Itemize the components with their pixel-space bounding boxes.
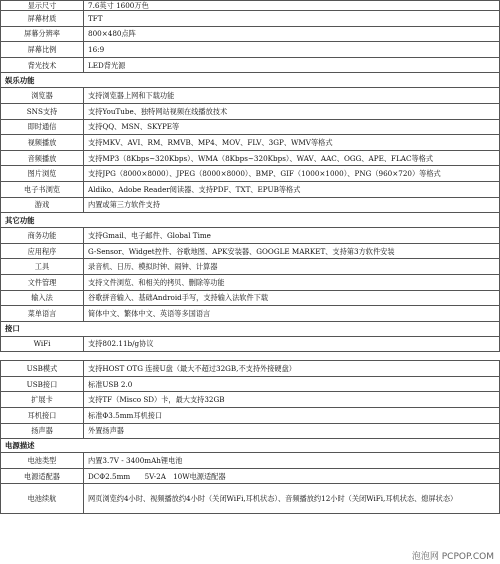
spec-row <box>1 336 500 352</box>
spec-row <box>1 468 500 484</box>
spec-label: 菜单语言 <box>1 306 84 322</box>
spec-value: 标准Φ3.5mm耳机接口 <box>84 408 500 424</box>
spec-row <box>1 423 500 439</box>
spec-row <box>1 408 500 424</box>
spec-value: 支持TF（Misco SD）卡，最大支持32GB <box>84 392 500 408</box>
spec-row <box>1 484 500 514</box>
spec-label: 扬声器 <box>1 423 84 439</box>
spec-value: 支持YouTube、独特网站视频在线播放技术 <box>84 103 500 119</box>
spec-row <box>1 274 500 290</box>
spec-label: 应用程序 <box>1 243 84 259</box>
spec-label: USB模式 <box>1 361 84 377</box>
spec-value: Aldiko、Adobe Reader阅读器、支持PDF、TXT、EPUB等格式 <box>84 181 500 197</box>
spec-row <box>1 453 500 469</box>
section-header <box>1 213 500 228</box>
spec-row <box>1 361 500 377</box>
spec-row <box>1 150 500 166</box>
spec-value: DCΦ2.5mm 5V-2A 10W电源适配器 <box>84 468 500 484</box>
section-title: 接口 <box>1 321 500 336</box>
spec-row <box>1 26 500 42</box>
section-title: 娱乐功能 <box>1 73 500 88</box>
spec-label: 商务功能 <box>1 228 84 244</box>
spec-label: 电源适配器 <box>1 468 84 484</box>
section-title: 电源描述 <box>1 439 500 453</box>
spec-label: 工具 <box>1 259 84 275</box>
section-title: 其它功能 <box>1 213 500 228</box>
spec-value: G-Sensor、Widget控件、谷歌地图、APK安装器、GOOGLE MARKET、支持第3方软件安装 <box>84 243 500 259</box>
spec-value: TFT <box>84 11 500 27</box>
spec-label: 电池类型 <box>1 453 84 469</box>
spec-value: 支持文件浏览、和相关的拷贝、删除等功能 <box>84 274 500 290</box>
spec-label: 图片浏览 <box>1 166 84 182</box>
spec-value: 支持HOST OTG 连接U盘（最大不超过32GB,不支持外接硬盘） <box>84 361 500 377</box>
spec-value: 支持JPG（8000×8000）、JPEG（8000×8000）、BMP、GIF（1000×1000）、PNG（960×720）等格式 <box>84 166 500 182</box>
spec-label: 屏幕分辨率 <box>1 26 84 42</box>
section-header <box>1 439 500 453</box>
spec-value: 7.6英寸 1600万色 <box>84 1 500 11</box>
spec-row <box>1 228 500 244</box>
spec-row <box>1 392 500 408</box>
spec-label: 视频播放 <box>1 135 84 151</box>
spec-label: 游戏 <box>1 197 84 213</box>
spec-label: 电子书浏览 <box>1 181 84 197</box>
spec-value: 800×480点阵 <box>84 26 500 42</box>
spec-row <box>1 57 500 73</box>
spec-value: 外置扬声器 <box>84 423 500 439</box>
spec-row <box>1 290 500 306</box>
spec-value: 支持QQ、MSN、SKYPE等 <box>84 119 500 135</box>
spec-row <box>1 181 500 197</box>
spec-value: 支持802.11b/g协议 <box>84 336 500 352</box>
spec-label: WiFi <box>1 336 84 352</box>
spec-label: 背光技术 <box>1 57 84 73</box>
spec-label: 耳机接口 <box>1 408 84 424</box>
spec-label: 屏幕比例 <box>1 42 84 58</box>
spec-label: 文件管理 <box>1 274 84 290</box>
spec-row <box>1 42 500 58</box>
spec-row <box>1 1 500 11</box>
spec-row <box>1 197 500 213</box>
spec-label: 音频播放 <box>1 150 84 166</box>
spec-label: 浏览器 <box>1 88 84 104</box>
spec-label: 显示尺寸 <box>1 1 84 11</box>
spec-value: 内置或第三方软件支持 <box>84 197 500 213</box>
spec-row <box>1 259 500 275</box>
spec-value: 支持MKV、AVI、RM、RMVB、MP4、MOV、FLV、3GP、WMV等格式 <box>84 135 500 151</box>
spec-row <box>1 11 500 27</box>
spec-row <box>1 376 500 392</box>
spec-value: 16:9 <box>84 42 500 58</box>
spec-row <box>1 103 500 119</box>
section-header <box>1 321 500 336</box>
spec-label: 即时通信 <box>1 119 84 135</box>
spec-row <box>1 135 500 151</box>
spec-value: 简体中文、繁体中文、英语等多国语言 <box>84 306 500 322</box>
spec-value: 录音机、日历、模拟时钟、闹钟、计算器 <box>84 259 500 275</box>
spec-value: 网页浏览约4小时、视频播放约4小时（关闭WiFi,耳机状态）、音频播放约12小时（关闭WiFi,耳机状态、熄屏状态） <box>84 484 500 514</box>
spec-value: LED背光源 <box>84 57 500 73</box>
spec-label: 输入法 <box>1 290 84 306</box>
spec-label: SNS支持 <box>1 103 84 119</box>
spec-label: USB接口 <box>1 376 84 392</box>
spec-table-body <box>1 1 500 514</box>
spacer <box>1 352 500 361</box>
spec-value: 谷歌拼音输入、基础Android手写，支持输入法软件下载 <box>84 290 500 306</box>
spec-row <box>1 243 500 259</box>
spec-label: 电池续航 <box>1 484 84 514</box>
spec-row <box>1 306 500 322</box>
spec-value: 标准USB 2.0 <box>84 376 500 392</box>
spec-label: 屏幕材质 <box>1 11 84 27</box>
spec-row <box>1 166 500 182</box>
section-header <box>1 73 500 88</box>
spec-value: 支持浏览器上网和下载功能 <box>84 88 500 104</box>
spec-row <box>1 88 500 104</box>
spec-value: 内置3.7V - 3400mAh锂电池 <box>84 453 500 469</box>
spec-value: 支持Gmail、电子邮件、Global Time <box>84 228 500 244</box>
spec-label: 扩展卡 <box>1 392 84 408</box>
watermark: 泡泡网 PCPOP.COM <box>411 552 494 562</box>
spec-value: 支持MP3（8Kbps~320Kbps）、WMA（8Kbps~320Kbps）、WAV、AAC、OGG、APE、FLAC等格式 <box>84 150 500 166</box>
spec-row <box>1 119 500 135</box>
